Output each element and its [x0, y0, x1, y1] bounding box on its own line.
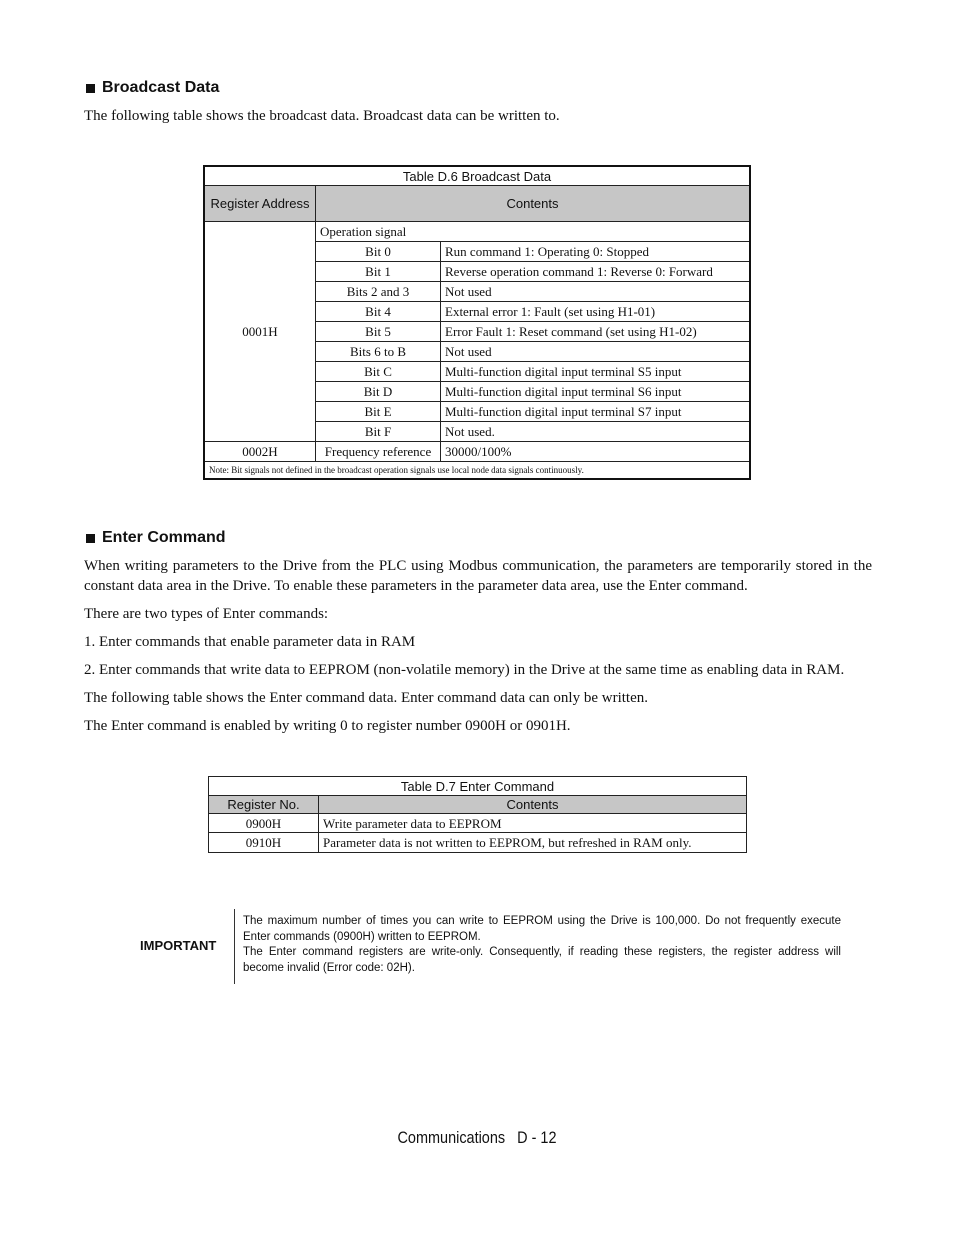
bit-label: Bit 1: [316, 262, 441, 282]
enter-paragraph: The following table shows the Enter command data. Enter command data can only be written.: [84, 690, 648, 706]
table-caption-row: [204, 166, 750, 186]
bit-label: Bits 2 and 3: [316, 282, 441, 302]
important-line: The maximum number of times you can write to EEPROM using the Drive is 100,000. Do not frequently execute Enter commands (0900H) written to EEPROM.: [243, 915, 841, 943]
broadcast-intro: The following table shows the broadcast data. Broadcast data can be written to.: [84, 108, 560, 124]
bit-description: Run command 1: Operating 0: Stopped: [441, 242, 751, 262]
enter-paragraph: 1. Enter commands that enable parameter data in RAM: [84, 634, 416, 650]
table-note-row: [204, 462, 750, 480]
register-contents: Parameter data is not written to EEPROM, but refreshed in RAM only.: [319, 833, 747, 853]
table-row: [209, 833, 747, 853]
bit-label: Bit E: [316, 402, 441, 422]
register-0002h: 0002H: [204, 442, 316, 462]
operation-signal-label: Operation signal: [316, 222, 751, 242]
bit-label: Bit D: [316, 382, 441, 402]
register-number: 0910H: [209, 833, 319, 853]
col-contents: Contents: [319, 796, 747, 814]
table-row: [204, 442, 750, 462]
page-footer: Communications D - 12: [397, 1128, 557, 1147]
table-header-row: [209, 796, 747, 814]
bit-description: Reverse operation command 1: Reverse 0: Forward: [441, 262, 751, 282]
table-row: [209, 814, 747, 833]
table-caption-row: [209, 777, 747, 796]
enter-command-table: [208, 776, 747, 853]
table-row: [204, 222, 750, 242]
bit-label: Bit 0: [316, 242, 441, 262]
enter-paragraph: 2. Enter commands that write data to EEPROM (non-volatile memory) in the Drive at the same time as enabling data in RAM.: [84, 662, 845, 678]
col-register-no: Register No.: [209, 796, 319, 814]
bit-label: Bit 4: [316, 302, 441, 322]
bit-description: Multi-function digital input terminal S6 input: [441, 382, 751, 402]
frequency-reference-value: 30000/100%: [441, 442, 751, 462]
enter-table-caption: Table D.7 Enter Command: [209, 777, 747, 796]
bit-description: Error Fault 1: Reset command (set using H1-02): [441, 322, 751, 342]
bit-description: Not used: [441, 342, 751, 362]
enter-heading: Enter Command: [86, 529, 226, 547]
square-bullet-icon: [86, 84, 95, 93]
broadcast-table: [203, 165, 751, 480]
important-text: [243, 914, 841, 976]
register-contents: Write parameter data to EEPROM: [319, 814, 747, 833]
col-contents: Contents: [316, 186, 751, 222]
bit-label: Bit F: [316, 422, 441, 442]
table-header-row: [204, 186, 750, 222]
broadcast-table-note: Note: Bit signals not defined in the broadcast operation signals use local node data signals continuously.: [204, 462, 750, 480]
broadcast-table-caption: Table D.6 Broadcast Data: [204, 166, 750, 186]
important-line: The Enter command registers are write-only. Consequently, if reading these registers, the register address will become invalid (Error code: 02H).: [243, 946, 841, 974]
important-label: IMPORTANT: [140, 938, 217, 953]
bit-label: Bit C: [316, 362, 441, 382]
register-number: 0900H: [209, 814, 319, 833]
square-bullet-icon: [86, 534, 95, 543]
bit-label: Bits 6 to B: [316, 342, 441, 362]
bit-description: Not used.: [441, 422, 751, 442]
enter-paragraph: The Enter command is enabled by writing 0 to register number 0900H or 0901H.: [84, 718, 571, 734]
bit-description: Not used: [441, 282, 751, 302]
broadcast-heading: Broadcast Data: [86, 79, 219, 97]
register-0001h: 0001H: [204, 222, 316, 442]
col-register-address: Register Address: [204, 186, 316, 222]
enter-paragraph: When writing parameters to the Drive from the PLC using Modbus communication, the parameters are temporarily stored in the constant data area in the Drive. To enable these parameters in the parameter data area, use the Enter command.: [84, 558, 872, 594]
bit-label: Bit 5: [316, 322, 441, 342]
bit-description: Multi-function digital input terminal S5 input: [441, 362, 751, 382]
important-divider: [234, 909, 235, 984]
bit-description: External error 1: Fault (set using H1-01): [441, 302, 751, 322]
enter-paragraph: There are two types of Enter commands:: [84, 606, 329, 622]
frequency-reference-label: Frequency reference: [316, 442, 441, 462]
bit-description: Multi-function digital input terminal S7 input: [441, 402, 751, 422]
